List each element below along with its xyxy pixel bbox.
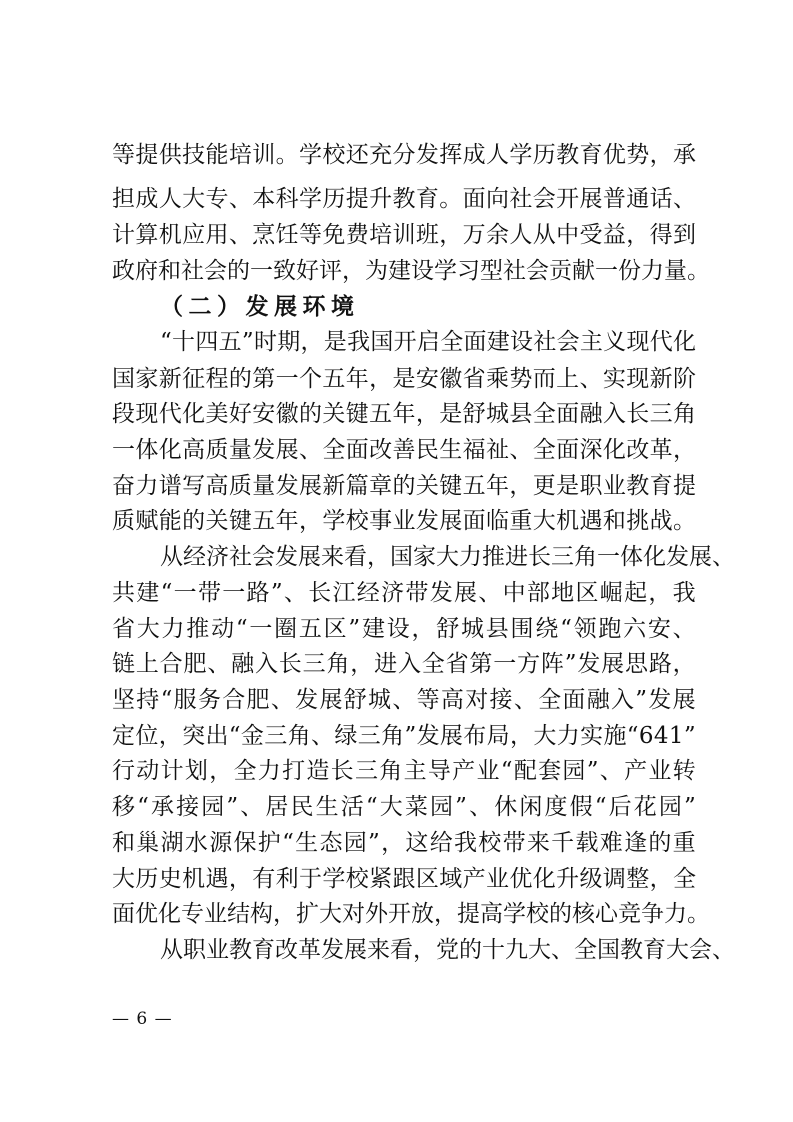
- body-text-line: 奋 力 谱 写 高 质 量 发 展 新 篇 章 的 关 键 五 年 ， 更 是 职 业 教 育 提: [112, 473, 696, 499]
- body-text-line: 质 赋 能 的 关 键 五 年 ， 学 校 事 业 发 展 面 临 重 大 机 遇 和 挑 战 。: [112, 508, 696, 534]
- body-text-line: 共 建 “ 一 带 一 路 ” 、 长 江 经 济 带 发 展 、 中 部 地 区 崛 起 ， 我: [112, 580, 696, 606]
- body-text-line: 从 职 业 教 育 改 革 发 展 来 看 ， 党 的 十 九 大 、 全 国 教 育 大 会 、: [160, 937, 735, 963]
- body-text-line: 面 优 化 专 业 结 构 ， 扩 大 对 外 开 放 ， 提 高 学 校 的 核 心 竞 争 力 。: [112, 901, 710, 927]
- body-text-line: 移 “ 承 接 园 ” 、 居 民 生 活 “ 大 菜 园 ” 、 休 闲 度 假 “ 后 花 园 ”: [112, 794, 696, 820]
- body-text-line: 国 家 新 征 程 的 第 一 个 五 年 ， 是 安 徽 省 乘 势 而 上 、 实 现 新 阶: [112, 366, 696, 392]
- body-text-line: 从 经 济 社 会 发 展 来 看 ， 国 家 大 力 推 进 长 三 角 一 体 化 发 展 、: [160, 544, 735, 570]
- body-text-line: 省 大 力 推 动 “ 一 圈 五 区 ” 建 设 ， 舒 城 县 围 绕 “ 领 跑 六 安 、: [112, 616, 696, 642]
- body-text-line: 等 提 供 技 能 培 训 。 学 校 还 充 分 发 挥 成 人 学 历 教 育 优 势 ， 承: [112, 142, 696, 168]
- body-text-line: 一 体 化 高 质 量 发 展 、 全 面 改 善 民 生 福 祉 、 全 面 深 化 改 革 ，: [112, 437, 696, 463]
- body-text-line: 和 巢 湖 水 源 保 护 “ 生 态 园 ” ， 这 给 我 校 带 来 千 载 难 逢 的 重: [112, 830, 696, 856]
- body-text-line: 坚 持 “ 服 务 合 肥 、 发 展 舒 城 、 等 高 对 接 、 全 面 融 入 ” 发 展: [112, 687, 696, 713]
- body-text-line: 行 动 计 划 ， 全 力 打 造 长 三 角 主 导 产 业 “ 配 套 园 ” 、 产 业 转: [112, 758, 696, 784]
- body-text-line: 大 历 史 机 遇 ， 有 利 于 学 校 紧 跟 区 域 产 业 优 化 升 级 调 整 ， 全: [112, 866, 696, 892]
- body-text-line: 链 上 合 肥 、 融 入 长 三 角 ， 进 入 全 省 第 一 方 阵 ” 发 展 思 路 ，: [112, 651, 696, 677]
- body-text-line: “ 十 四 五 ” 时 期 ， 是 我 国 开 启 全 面 建 设 社 会 主 义 现 代 化: [160, 329, 696, 355]
- body-text-line: 段 现 代 化 美 好 安 徽 的 关 键 五 年 ， 是 舒 城 县 全 面 融 入 长 三 角: [112, 401, 696, 427]
- page-number: — 6 —: [112, 1009, 173, 1029]
- body-text-line: 计 算 机 应 用 、 烹 饪 等 免 费 培 训 班 ， 万 余 人 从 中 受 益 ， 得 到: [112, 222, 696, 248]
- body-text-line: 定 位 ， 突 出 “ 金 三 角 、 绿 三 角 ” 发 展 布 局 ， 大 力 实 施 “ 6 4 1 ”: [112, 723, 696, 749]
- body-text-line: 担 成 人 大 专 、 本 科 学 历 提 升 教 育 。 面 向 社 会 开 展 普 通 话 、: [112, 186, 696, 212]
- section-heading: （二）发展环境: [160, 294, 360, 320]
- body-text-line: 政 府 和 社 会 的 一 致 好 评 ， 为 建 设 学 习 型 社 会 贡 献 一 份 力 量 。: [112, 258, 710, 284]
